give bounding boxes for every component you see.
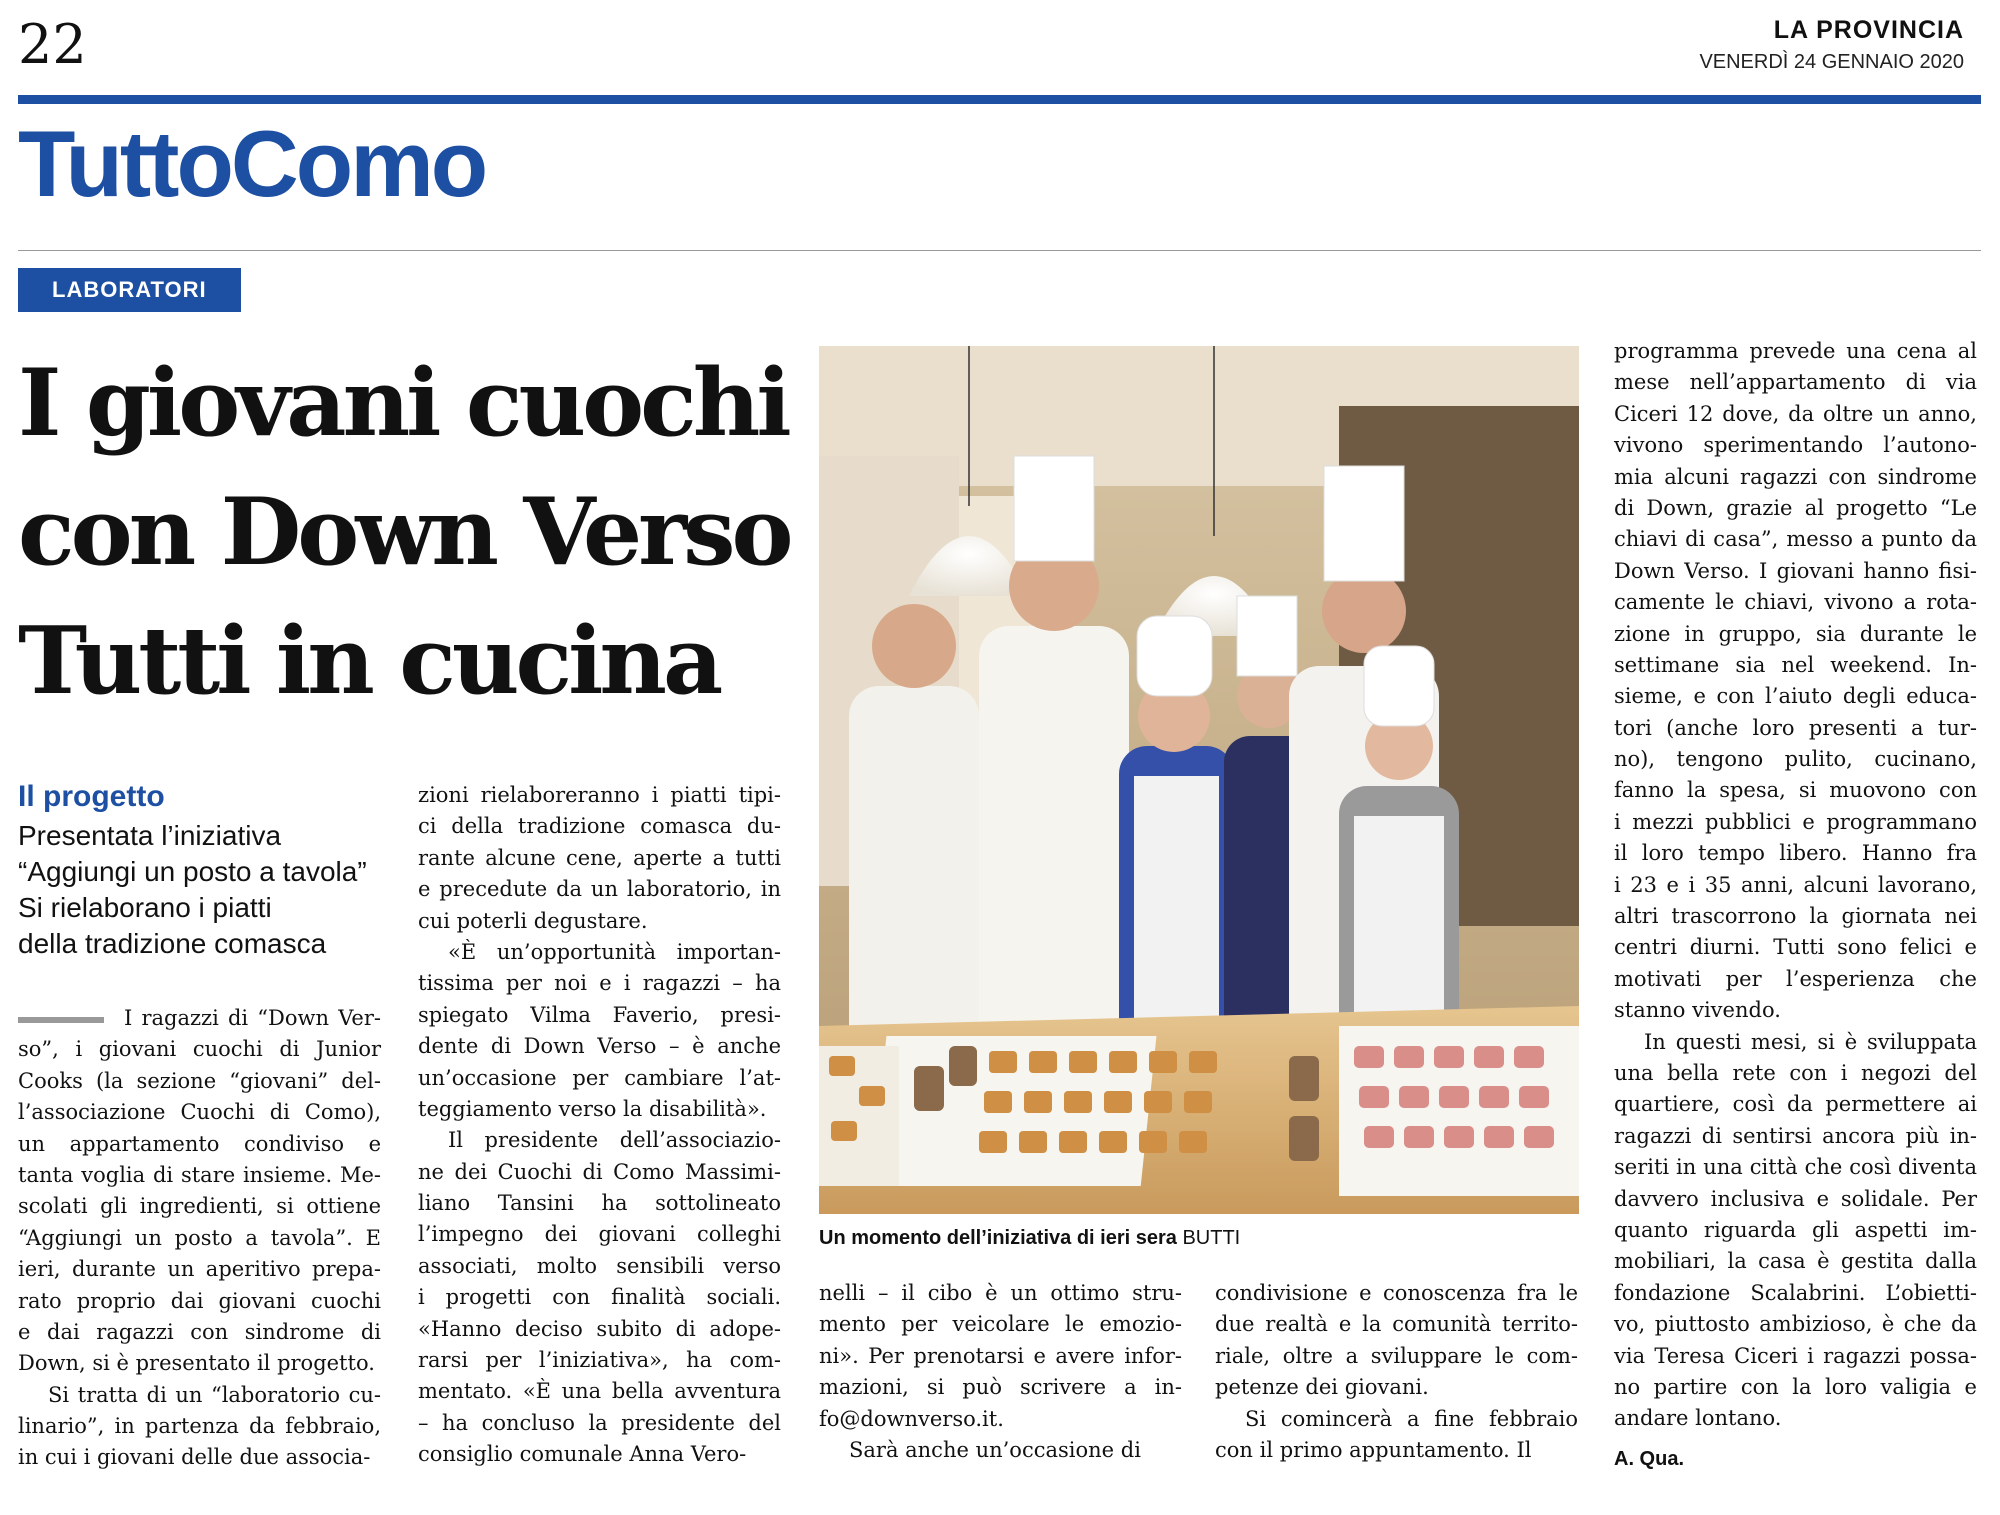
article-line: i progetti con finalità sociali. <box>418 1285 781 1310</box>
article-line-text: I ragazzi di “Down Ver- <box>124 1006 381 1030</box>
article-line: chiavi di casa”, messo a punto da <box>1614 527 1977 552</box>
article-line: ragazzi di sentirsi ancora più in- <box>1614 1123 1977 1148</box>
article-line: Si comincerà a fine febbraio <box>1245 1406 1578 1431</box>
article-line: tanta voglia di stare insieme. Me- <box>18 1162 381 1187</box>
article-line: l’impegno dei giovani colleghi <box>418 1222 781 1247</box>
article-line: mentato. «È una bella avventura <box>418 1379 781 1404</box>
caption-text: Un momento dell’iniziativa di ieri sera <box>819 1227 1177 1249</box>
article-line: un’occasione per cambiare l’at- <box>418 1065 781 1090</box>
article-line: linario”, in partenza da febbraio, <box>18 1414 381 1439</box>
article-line: riale, oltre a sviluppare le com- <box>1215 1343 1578 1368</box>
page-number: 22 <box>18 13 87 76</box>
article-line: Down Verso. I giovani hanno fisi- <box>1614 558 1977 583</box>
article-line: rarsi per l’iniziativa», ha com- <box>418 1348 781 1373</box>
article-line: cui poterli degustare. <box>418 908 648 933</box>
article-line: Sarà anche un’occasione di <box>849 1437 1141 1462</box>
article-line: condivisione e conoscenza fra le <box>1215 1281 1578 1305</box>
article-line: in cui i giovani delle due associa- <box>18 1445 371 1470</box>
article-line: mazioni, si può scrivere a in- <box>819 1375 1182 1400</box>
article-line: seriti in una città che così diventa <box>1614 1155 1977 1180</box>
article-line: un appartamento condiviso e <box>18 1131 381 1156</box>
article-line: l’associazione Cuochi di Como), <box>18 1100 381 1125</box>
article-photo <box>819 346 1579 1214</box>
article-line: tissima per noi e i ragazzi – ha <box>418 971 781 996</box>
subhead-line: “Aggiungi un posto a tavola” <box>18 856 367 887</box>
article-line: no), tengono pulito, cucinano, <box>1614 747 1977 772</box>
article-line: con il primo appuntamento. Il <box>1215 1437 1532 1462</box>
article-line: di Down, grazie al progetto “Le <box>1614 495 1977 520</box>
article-line: i 23 e i 35 anni, alcuni lavorano, <box>1614 872 1977 897</box>
article-line: davvero inclusiva e solidale. Per <box>1614 1186 1977 1211</box>
article-column-1 <box>18 1003 381 1474</box>
article-line: teggiamento verso la disabilità». <box>418 1096 767 1121</box>
article-column-5 <box>1614 336 1977 1435</box>
article-line: programma prevede una cena al <box>1614 339 1977 363</box>
article-line: fondazione Scalabrini. L’obietti- <box>1614 1280 1977 1305</box>
article-line: spiegato Vilma Faverio, presi- <box>418 1002 781 1027</box>
lead-in-bar <box>18 1017 104 1023</box>
article-line: Ciceri 12 dove, da oltre un anno, <box>1614 401 1977 426</box>
article-line: due realtà e la comunità territo- <box>1215 1312 1578 1337</box>
photo-credit: BUTTI <box>1182 1227 1241 1249</box>
subhead <box>18 818 398 962</box>
section-rule <box>18 250 1981 251</box>
article-line: «È un’opportunità importan- <box>448 939 781 964</box>
article-line: scolati gli ingredienti, si ottiene <box>18 1194 381 1219</box>
article-line: liano Tansini ha sottolineato <box>418 1191 781 1216</box>
article-column-2 <box>418 780 781 1471</box>
subhead-line: della tradizione comasca <box>18 928 327 959</box>
newspaper-name: LA PROVINCIA <box>1773 16 1964 44</box>
food-table <box>819 1006 1579 1214</box>
article-line: via Teresa Ciceri i ragazzi possa- <box>1614 1343 1977 1368</box>
article-line: ieri, durante un aperitivo prepa- <box>18 1257 381 1282</box>
article-line: fo@downverso.it. <box>819 1406 1004 1431</box>
subhead-line: Presentata l’iniziativa <box>18 820 282 851</box>
article-line: zioni rielaboreranno i piatti tipi- <box>418 783 781 807</box>
article-line: mento per veicolare le emozio- <box>819 1312 1182 1337</box>
kitchen-photo-illustration <box>819 346 1579 1214</box>
top-rule <box>18 95 1981 104</box>
article-line: stanno vivendo. <box>1614 998 1781 1023</box>
article-line: i mezzi pubblici e programmano <box>1614 809 1977 834</box>
article-line: “Aggiungi un posto a tavola”. E <box>18 1225 381 1250</box>
headline-line: con Down Verso <box>18 477 790 586</box>
article-line: e dai ragazzi con sindrome di <box>18 1319 381 1344</box>
article-line: – ha concluso la presidente del <box>418 1410 781 1435</box>
issue-date: VENERDÌ 24 GENNAIO 2020 <box>1699 51 1964 73</box>
article-line: camente le chiavi, vivono a rota- <box>1614 590 1977 615</box>
sub-label: Il progetto <box>18 780 165 813</box>
article-line: quartiere, così da permettere ai <box>1614 1092 1977 1117</box>
article-line: nelli – il cibo è un ottimo stru- <box>819 1281 1182 1305</box>
article-line: so”, i giovani cuochi di Junior <box>18 1037 381 1062</box>
article-line: consiglio comunale Anna Vero- <box>418 1442 747 1467</box>
section-title: TuttoComo <box>18 111 486 216</box>
article-line: vo, piuttosto ambizioso, è che da <box>1614 1312 1977 1337</box>
kicker-label: LABORATORI <box>18 268 241 312</box>
article-line <box>18 1003 381 1034</box>
article-line: settimane sia nel weekend. In- <box>1614 652 1977 677</box>
article-line: zione in gruppo, sia durante le <box>1614 621 1977 646</box>
article-line: Il presidente dell’associazio- <box>448 1128 781 1153</box>
article-line: Down, si è presentato il progetto. <box>18 1351 375 1376</box>
article-line: Cooks (la sezione “giovani” del- <box>18 1068 381 1093</box>
article-line: sieme, e con l’aiuto degli educa- <box>1614 684 1977 709</box>
article-line: rato proprio dai giovani cuochi <box>18 1288 381 1313</box>
headline-line: I giovani cuochi <box>18 348 788 457</box>
article-line: mobiliari, la casa è gestita dalla <box>1614 1249 1977 1274</box>
article-line: fanno la spesa, si muovono con <box>1614 778 1977 803</box>
article-line: associati, molto sensibili verso <box>418 1253 781 1278</box>
article-line: ni». Per prenotarsi e avere infor- <box>819 1343 1182 1368</box>
article-line: In questi mesi, si è sviluppata <box>1644 1029 1977 1054</box>
article-line: quanto riguarda gli aspetti im- <box>1614 1217 1977 1242</box>
masthead <box>1699 16 1964 74</box>
article-line: andare lontano. <box>1614 1406 1782 1431</box>
article-line: mese nell’appartamento di via <box>1614 370 1977 395</box>
article-line: e precedute da un laboratorio, in <box>418 877 781 902</box>
article-line: il loro tempo libero. Hanno fra <box>1614 841 1977 866</box>
article-line: Si tratta di un “laboratorio cu- <box>48 1382 381 1407</box>
byline: A. Qua. <box>1614 1448 1685 1470</box>
article-column-3 <box>819 1278 1182 1466</box>
article-line: no partire con la loro valigia e <box>1614 1374 1977 1399</box>
article-line: rante alcune cene, aperte a tutti <box>418 845 781 870</box>
article-column-4 <box>1215 1278 1578 1466</box>
headline <box>18 338 818 725</box>
article-line: mia alcuni ragazzi con sindrome <box>1614 464 1977 489</box>
subhead-line: Si rielaborano i piatti <box>18 892 272 923</box>
photo-caption <box>819 1227 1240 1250</box>
article-line: motivati per l’esperienza che <box>1614 966 1977 991</box>
article-line: petenze dei giovani. <box>1215 1375 1429 1400</box>
article-line: tori (anche loro presenti a tur- <box>1614 715 1977 740</box>
article-line: ci della tradizione comasca du- <box>418 814 781 839</box>
article-line: altri trascorrono la giornata nei <box>1614 904 1977 929</box>
headline-line: Tutti in cucina <box>18 606 720 715</box>
article-line: una bella rete con i negozi del <box>1614 1060 1977 1085</box>
article-line: centri diurni. Tutti sono felici e <box>1614 935 1977 960</box>
article-line: ne dei Cuochi di Como Massimi- <box>418 1159 781 1184</box>
article-line: vivono sperimentando l’autono- <box>1614 433 1977 458</box>
article-line: «Hanno deciso subito di adope- <box>418 1316 781 1341</box>
article-line: dente di Down Verso – è anche <box>418 1034 781 1059</box>
